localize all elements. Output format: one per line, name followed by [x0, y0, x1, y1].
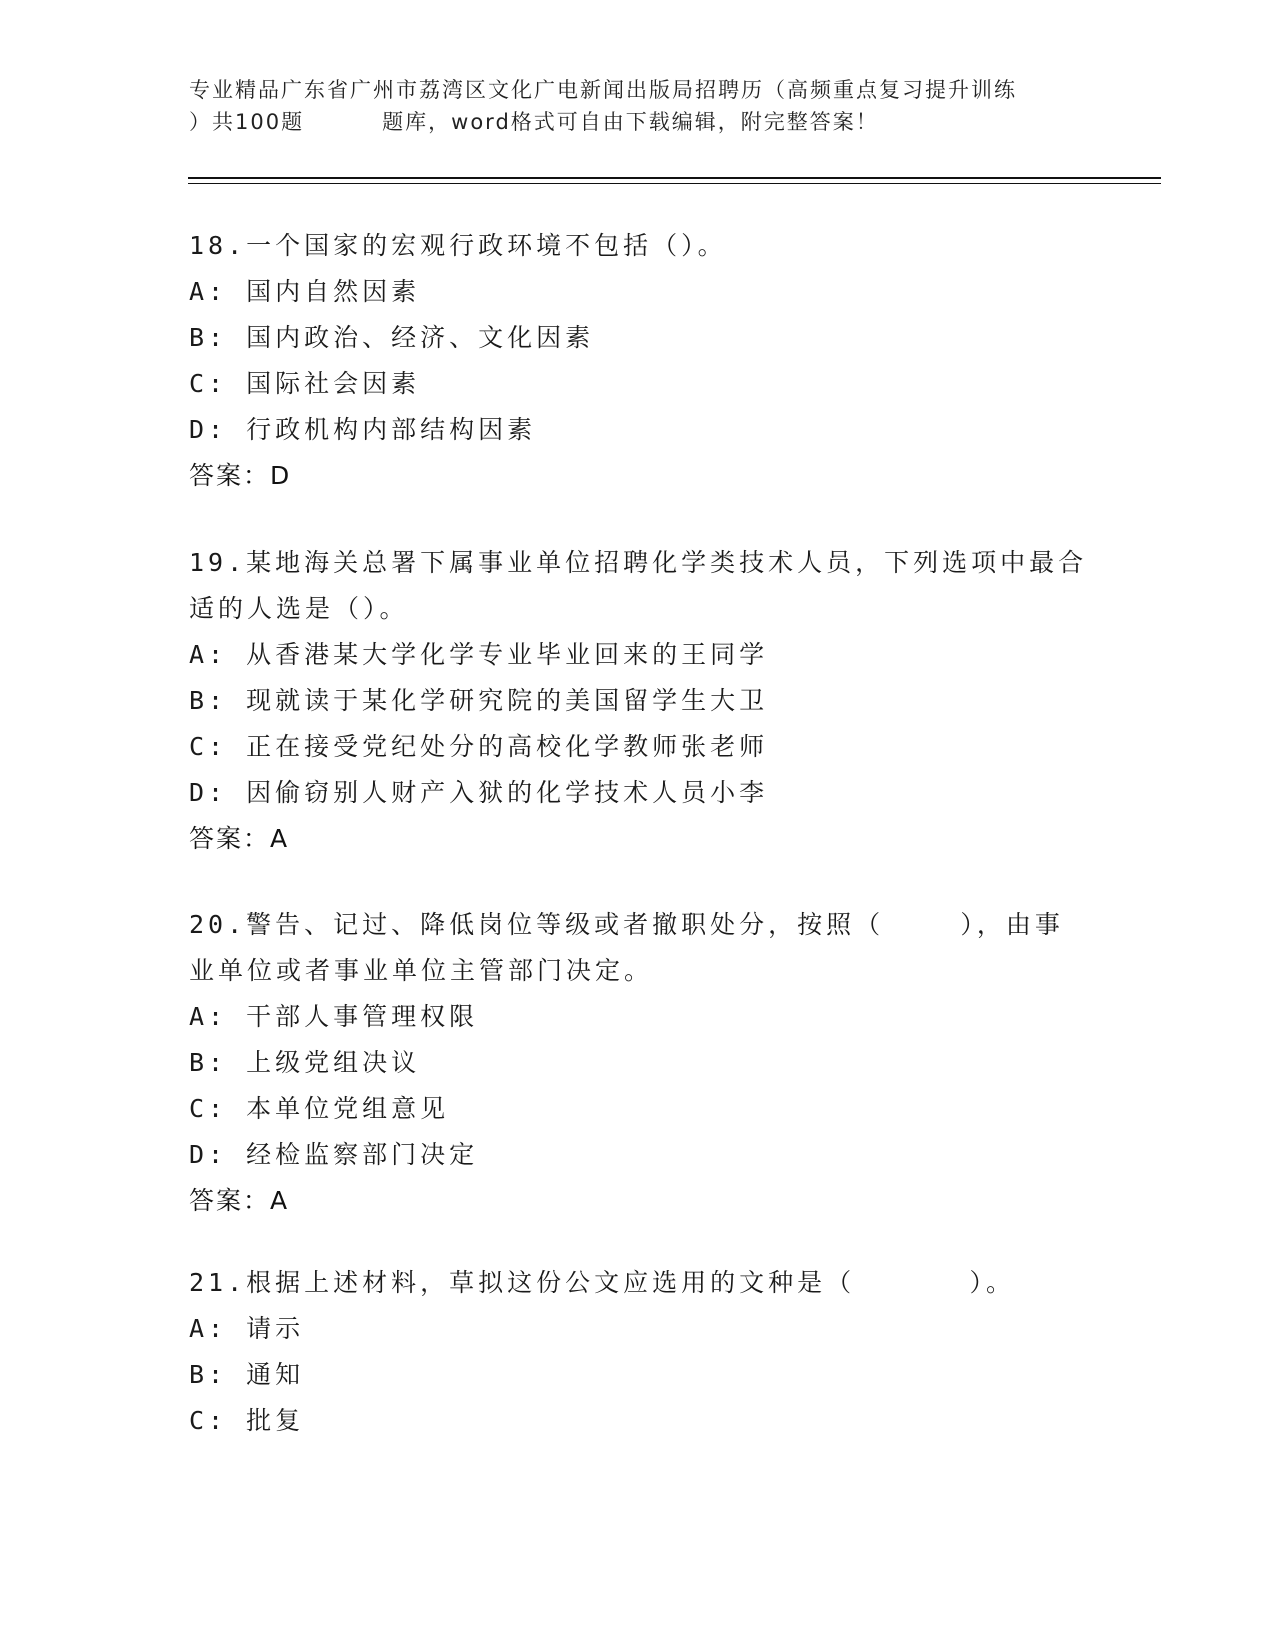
option-a: A: 干部人事管理权限	[189, 1002, 479, 1031]
option-a: A: 从香港某大学化学专业毕业回来的王同学	[189, 640, 769, 669]
option-b: B: 上级党组决议	[189, 1048, 421, 1077]
option-c: C: 批复	[189, 1406, 305, 1435]
header-rule-thin	[188, 183, 1161, 184]
answer: 答案：D	[189, 461, 292, 490]
question-21	[189, 1260, 1089, 1444]
question-stem: 19.某地海关总署下属事业单位招聘化学类技术人员，下列选项中最合适的人选是（）。	[189, 548, 1088, 623]
option-b: B: 通知	[189, 1360, 305, 1389]
document-header	[189, 74, 1089, 138]
option-d: D: 经检监察部门决定	[189, 1140, 479, 1169]
question-18	[189, 223, 1089, 499]
question-20	[189, 902, 1089, 1224]
option-b: B: 国内政治、经济、文化因素	[189, 323, 595, 352]
option-c: C: 本单位党组意见	[189, 1094, 450, 1123]
header-line-1: 专业精品广东省广州市荔湾区文化广电新闻出版局招聘历（高频重点复习提升训练	[189, 78, 1017, 102]
option-d: D: 因偷窃别人财产入狱的化学技术人员小李	[189, 778, 769, 807]
header-line-2: ）共100题 题库，word格式可自由下载编辑，附完整答案！	[189, 110, 879, 134]
answer: 答案：A	[189, 1186, 290, 1215]
question-stem: 21.根据上述材料，草拟这份公文应选用的文种是（ ）。	[189, 1268, 1015, 1297]
option-c: C: 正在接受党纪处分的高校化学教师张老师	[189, 732, 769, 761]
option-c: C: 国际社会因素	[189, 369, 421, 398]
question-19	[189, 540, 1089, 862]
question-stem: 20.警告、记过、降低岗位等级或者撤职处分，按照（ ），由事业单位或者事业单位主管部门决定。	[189, 910, 1064, 985]
option-a: A: 国内自然因素	[189, 277, 421, 306]
option-b: B: 现就读于某化学研究院的美国留学生大卫	[189, 686, 769, 715]
answer: 答案：A	[189, 824, 290, 853]
header-rule-thick	[188, 177, 1161, 179]
option-a: A: 请示	[189, 1314, 305, 1343]
option-d: D: 行政机构内部结构因素	[189, 415, 537, 444]
question-stem: 18.一个国家的宏观行政环境不包括（）。	[189, 231, 727, 260]
